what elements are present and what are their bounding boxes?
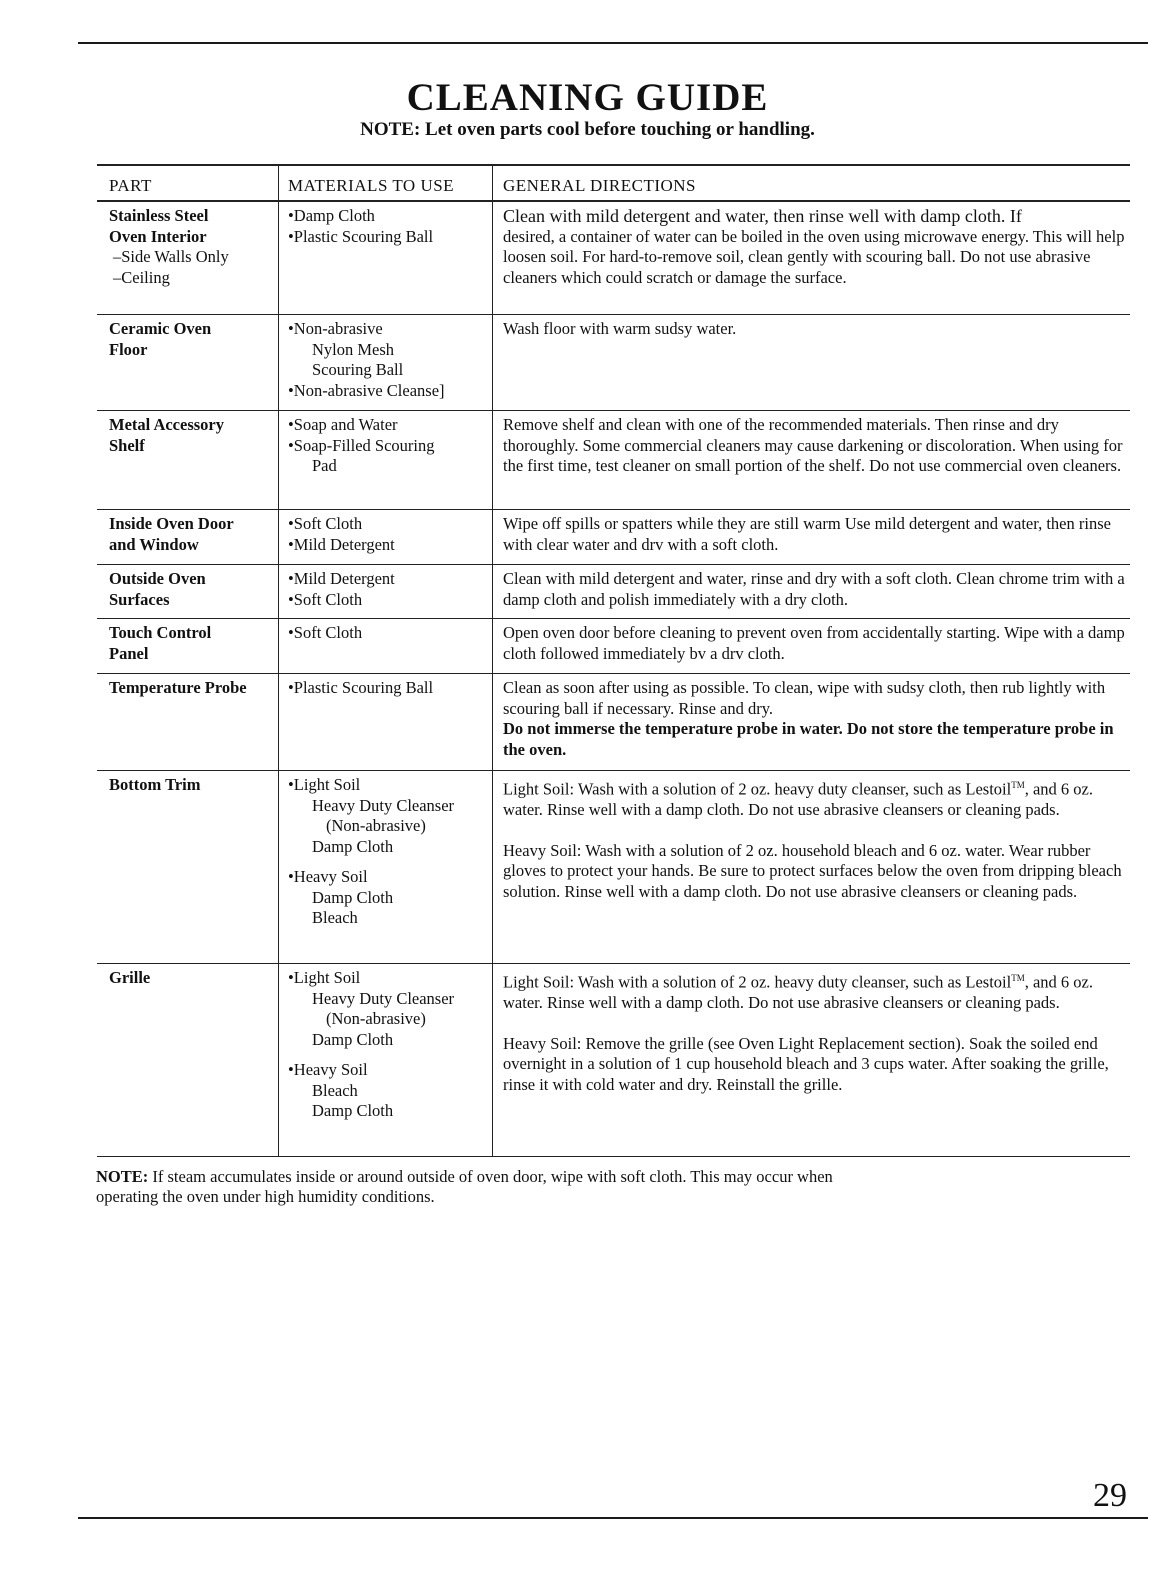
part-cell: Metal Accessory Shelf [109,415,224,455]
light-soil-directions: Light Soil: Wash with a solution of 2 oz. heavy duty cleanser, such as Lestoil™, and 6 oz. water. Rinse well with a damp cloth. Do not use abrasive cleansers or cleaning pads. [503,779,1093,819]
part-cell: Ceramic Oven Floor [109,319,212,359]
part-cell: Grille [109,968,151,987]
light-soil-directions: Light Soil: Wash with a solution of 2 oz. heavy duty cleanser, such as Lestoil™, and 6 oz. water. Rinse well with a damp cloth. Do not use abrasive cleansers or cleaning pads. [503,972,1093,1012]
materials-cell: •Mild Detergent •Soft Cloth [278,565,492,618]
table-row [97,674,1130,771]
bottom-rule [78,1517,1148,1519]
part-cell: Inside Oven Door and Window [109,514,234,554]
part-cell: Bottom Trim [109,775,201,794]
directions-cell: Clean as soon after using as possible. To clean, wipe with sudsy cloth, then rub lightly with scouring ball if necessary. Rinse and dry. Do not immerse the temperature probe in water. Do not store the temperature probe in the oven. [492,674,1130,770]
header-part: PART [109,176,152,195]
table-row [97,619,1130,674]
heavy-soil-directions: Heavy Soil: Remove the grille (see Oven Light Replacement section). Soak the soiled end overnight in a solution of 1 cup household bleach and 3 cups water. After soaking the grille, rinse it with cold water and dry. Reinstall the grille. [503,1033,1109,1094]
table-row [97,411,1130,510]
materials-cell: •Soft Cloth •Mild Detergent [278,510,492,564]
table-row [97,771,1130,964]
materials-cell: •Non-abrasive Nylon Mesh Scouring Ball •Non-abrasive Cleanse] [278,315,492,410]
heavy-soil-directions: Heavy Soil: Wash with a solution of 2 oz. household bleach and 6 oz. water. Wear rubber gloves to protect your hands. Be sure to protect surfaces below the oven from dripping bleach solution. Rinse well with a damp cloth. Do not use abrasive cleansers or cleaning pads. [503,840,1122,901]
table-row [97,315,1130,411]
directions-cell: Clean with mild detergent and water, then rinse well with damp cloth. If desired, a container of water can be boiled in the oven using microwave energy. This will help loosen soil. For hard-to-remove soil, clean gently with scouring ball. Do not use abrasive cleaners which could scratch or damage the surface. [492,202,1130,314]
cooling-note: NOTE: Let oven parts cool before touching or handling. [360,119,815,140]
part-cell: Outside Oven Surfaces [109,569,206,609]
directions-cell [492,964,1130,1156]
directions-cell: Wash floor with warm sudsy water. [492,315,1130,410]
materials-cell: •Damp Cloth •Plastic Scouring Ball [278,202,492,314]
directions-cell: Clean with mild detergent and water, rinse and dry with a soft cloth. Clean chrome trim with a damp cloth and polish immediately with a dry cloth. [492,565,1130,618]
part-cell: Stainless Steel Oven Interior –Side Walls Only –Ceiling [109,206,229,287]
materials-cell: •Light Soil Heavy Duty Cleanser (Non-abrasive) Damp Cloth •Heavy Soil Bleach Damp Cloth [278,964,492,1156]
part-cell: Temperature Probe [109,678,247,697]
header-directions: GENERAL DIRECTIONS [492,166,1130,200]
table-row [97,964,1130,1157]
materials-cell: •Plastic Scouring Ball [278,674,492,770]
directions-cell [492,771,1130,963]
table-header [97,164,1130,202]
top-rule [78,42,1148,44]
materials-cell: •Soap and Water •Soap-Filled Scouring Pad [278,411,492,509]
page-number: 29 [1093,1477,1127,1514]
directions-cell: Wipe off spills or spatters while they are still warm Use mild detergent and water, then rinse with clear water and drv with a soft cloth. [492,510,1130,564]
cleaning-guide-table [97,164,1130,1157]
steam-note: NOTE: If steam accumulates inside or around outside of oven door, wipe with soft cloth. This may occur when operating the oven under high humidity conditions. [96,1167,833,1206]
directions-cell: Remove shelf and clean with one of the recommended materials. Then rinse and dry thoroughly. Some commercial cleaners may cause darkening or discoloration. When using for the first time, test cleaner on small portion of the shelf. Do not use commercial oven cleaners. [492,411,1130,509]
page-title: CLEANING GUIDE [406,76,769,119]
directions-cell: Open oven door before cleaning to prevent oven from accidentally starting. Wipe with a damp cloth followed immediately bv a drv cloth. [492,619,1130,673]
table-row [97,510,1130,565]
table-row [97,565,1130,619]
materials-cell: •Soft Cloth [278,619,492,673]
table-row [97,202,1130,315]
part-cell: Touch Control Panel [109,623,212,663]
header-materials: MATERIALS TO USE [278,166,492,200]
materials-cell: •Light Soil Heavy Duty Cleanser (Non-abrasive) Damp Cloth •Heavy Soil Damp Cloth Bleach [278,771,492,963]
probe-warning: Do not immerse the temperature probe in water. Do not store the temperature probe in the oven. [503,719,1114,759]
